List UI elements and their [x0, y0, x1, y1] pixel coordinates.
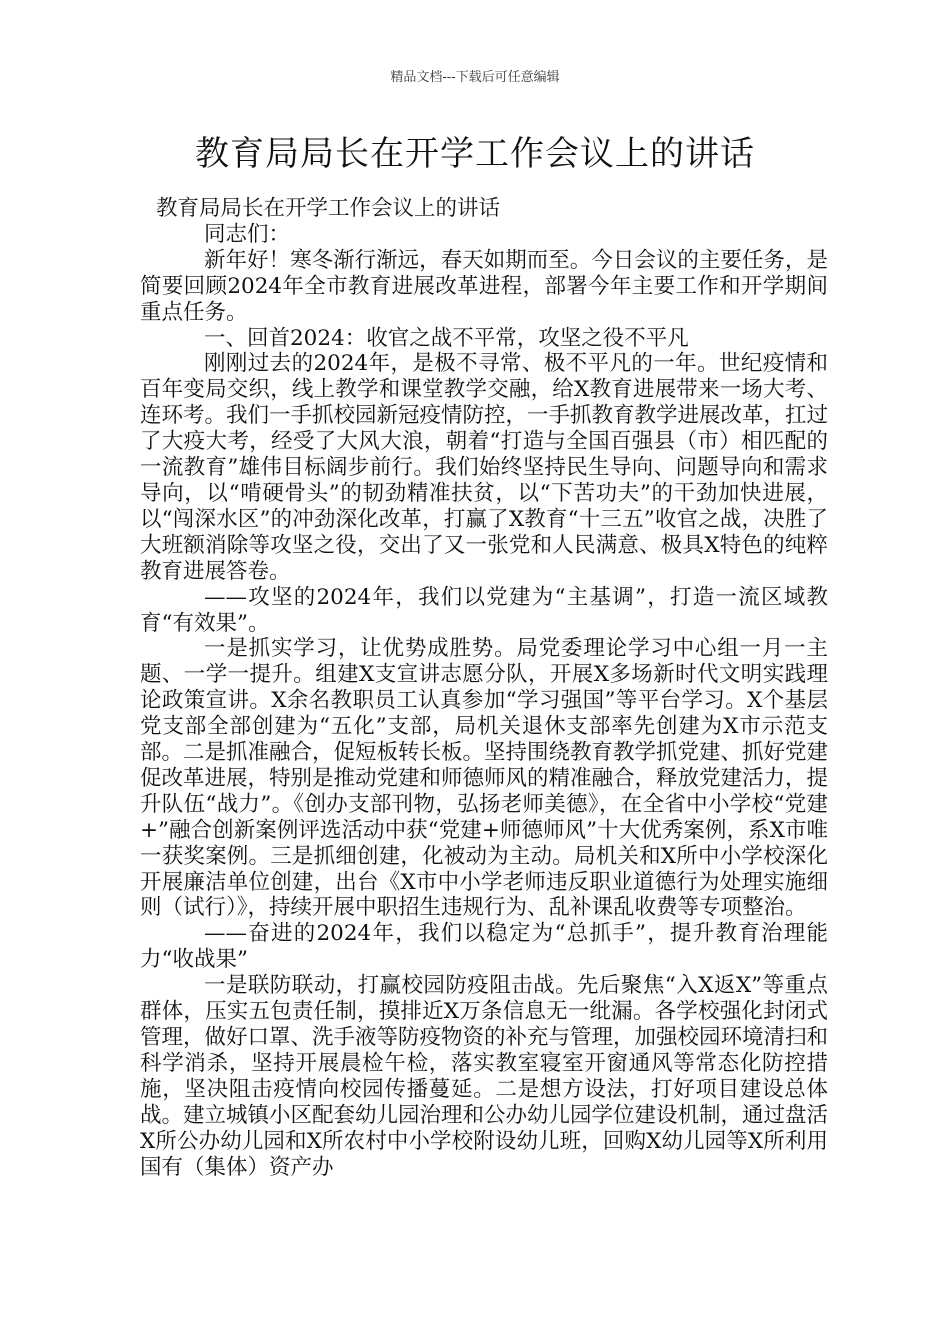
paragraph: 一是抓实学习，让优势成胜势。局党委理论学习中心组一月一主题、一学一提升。组建X支宣讲志愿分队，开展X多场新时代文明实践理论政策宣讲。X余名教职员工认真参加“学习强国”等平台学习。X个基层党支部全部创建为“五化”支部，局机关退休支部率先创建为X市示范支部。二是抓准融合，促短板转长板。坚持围绕教育教学抓党建、抓好党建促改革进展，特别是推动党建和师德师风的精准融合，释放党建活力，提升队伍“战力”。《创办支部刊物，弘扬老师美德》，在全省中小学校“党建+”融合创新案例评选活动中获“党建+师德师风”十大优秀案例，系X市唯一获奖案例。三是抓细创建，化被动为主动。局机关和X所中小学校深化开展廉洁单位创建，出台《X市中小学老师违反职业道德行为处理实施细则（试行）》，持续开展中职招生违规行为、乱补课乱收费等专项整治。 [140, 636, 829, 921]
body-subtitle: 教育局局长在开学工作会议上的讲话 [156, 196, 501, 221]
paragraph: 刚刚过去的2024年，是极不寻常、极不平凡的一年。世纪疫情和百年变局交织，线上教学和课堂教学交融，给X教育进展带来一场大考、连环考。我们一手抓校园新冠疫情防控，一手抓教育教学进展改革，扛过了大疫大考，经受了大风大浪，朝着“打造与全国百强县（市）相匹配的一流教育”雄伟目标阔步前行。我们始终坚持民生导向、问题导向和需求导向，以“啃硬骨头”的韧劲精准扶贫，以“下苦功夫”的干劲加快进展，以“闯深水区”的冲劲深化改革，打赢了X教育“十三五”收官之战，决胜了大班额消除等攻坚之役，交出了又一张党和人民满意、极具X特色的纯粹教育进展答卷。 [140, 351, 829, 584]
paragraph: 新年好！寒冬渐行渐远，春天如期而至。今日会议的主要任务，是简要回顾2024年全市教育进展改革进程，部署今年主要工作和开学期间重点任务。 [140, 247, 828, 325]
header-note: 精品文档---下载后可任意编辑 [390, 70, 560, 85]
paragraph: 一是联防联动，打赢校园防疫阻击战。先后聚焦“入X返X”等重点群体，压实五包责任制，摸排近X万条信息无一纰漏。各学校强化封闭式管理，做好口罩、洗手液等防疫物资的补充与管理，加强校园环境清扫和科学消杀，坚持开展晨检午检，落实教室寝室开窗通风等常态化防控措施，坚决阻击疫情向校园传播蔓延。二是想方设法，打好项目建设总体战。建立城镇小区配套幼儿园治理和公办幼儿园学位建设机制，通过盘活X所公办幼儿园和X所农村中小学校附设幼儿班，回购X幼儿园等X所利用国有（集体）资产办 [140, 973, 829, 1180]
section-heading: 一、回首2024：收官之战不平常，攻坚之役不平凡 [204, 325, 689, 351]
sub-heading: ——奋进的2024年，我们以稳定为“总抓手”，提升教育治理能力“收战果” [140, 921, 828, 973]
document-title: 教育局局长在开学工作会议上的讲话 [195, 134, 755, 174]
salutation: 同志们： [204, 221, 291, 247]
document-body [140, 196, 828, 1180]
sub-heading: ——攻坚的2024年，我们以党建为“主基调”，打造一流区域教育“有效果”。 [140, 584, 828, 636]
